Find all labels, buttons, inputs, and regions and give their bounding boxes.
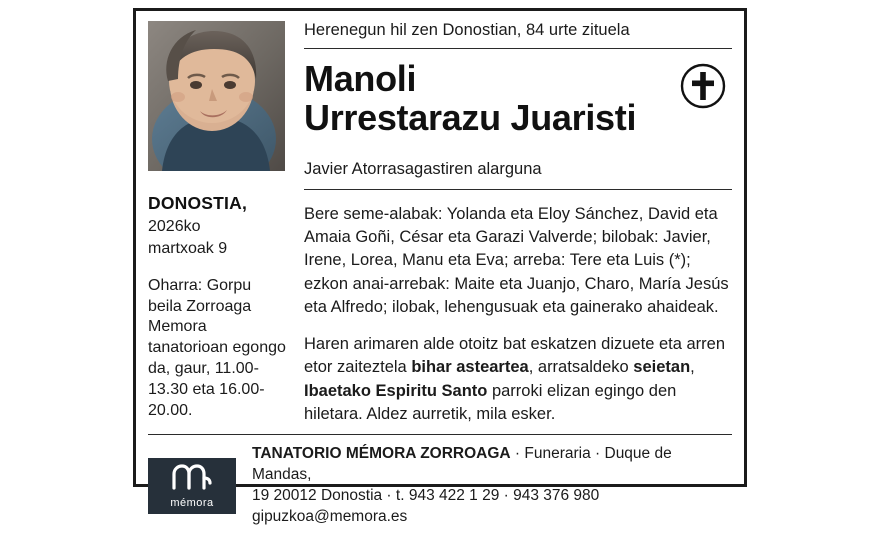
deceased-name-line-2: Urrestarazu Juaristi	[304, 97, 637, 139]
notice-body	[136, 11, 744, 426]
invitation-bold-church: Ibaetako Espiritu Santo	[304, 381, 488, 400]
right-column	[300, 21, 732, 426]
header-divider	[304, 48, 732, 49]
left-column	[148, 21, 300, 426]
memora-wordmark: mémora	[170, 496, 214, 509]
invitation-part-4: parroki elizan egingo den hiletara. Aldez aurretik, mila esker.	[304, 381, 677, 423]
footer-bar	[148, 434, 732, 538]
footer-line-2: 19 20012 Donostia · t. 943 422 1 29 · 943 376 980 gipuzkoa@memora.es	[252, 487, 600, 526]
spouse-subtitle: Javier Atorrasagastiren alarguna	[304, 159, 542, 178]
subtitle-divider	[304, 189, 732, 190]
family-paragraph: Bere seme-alabak: Yolanda eta Eloy Sánchez, David eta Amaia Goñi, César eta Garazi Valverde; bilobak: Javier, Irene, Lorea, Manu eta Eva; arreba: Tere eta Luis (*); ezkon anai-arrebak: Maite eta Juanjo, Charo, María Jesús eta Alfredo; ilobak, lehengusuak eta gainerako ahaideak.	[304, 204, 729, 317]
deceased-name-line-1: Manoli	[304, 57, 417, 99]
invitation-part-3: ,	[690, 358, 695, 377]
place-label: DONOSTIA,	[148, 193, 248, 213]
name-block	[304, 59, 732, 151]
invitation-bold-time: seietan	[633, 358, 691, 377]
date-line-2: martxoak 9	[148, 240, 228, 258]
death-kicker: Herenegun hil zen Donostian, 84 urte zituela	[304, 21, 630, 39]
funeral-home-address-part: · Funeraria · Duque de Mandas,	[252, 445, 672, 484]
christian-cross-icon	[680, 63, 726, 109]
invitation-part-2: , arratsaldeko	[528, 358, 634, 377]
memora-logo	[148, 458, 236, 514]
date-line-1: 2026ko	[148, 217, 201, 235]
obituary-notice-card	[133, 8, 747, 526]
memora-m-logo-icon	[170, 464, 214, 495]
footer-line-1	[252, 444, 732, 486]
invitation-part-1: Haren arimaren alde otoitz bat eskatzen dizuete eta arren etor zaiteztela	[304, 334, 725, 377]
footer-contact-info	[252, 444, 732, 528]
funeral-home-name: TANATORIO MÉMORA ZORROAGA	[252, 445, 511, 463]
invitation-bold-day: bihar asteartea	[411, 358, 529, 377]
portrait-photo	[148, 21, 285, 171]
wake-note: Oharra: Gorpu beila Zorroaga Memora tanatorioan egongo da, gaur, 11.00-13.30 eta 16.00-20.00.	[148, 276, 286, 419]
portrait-photo-image	[148, 21, 285, 171]
invitation-paragraph	[304, 333, 732, 427]
